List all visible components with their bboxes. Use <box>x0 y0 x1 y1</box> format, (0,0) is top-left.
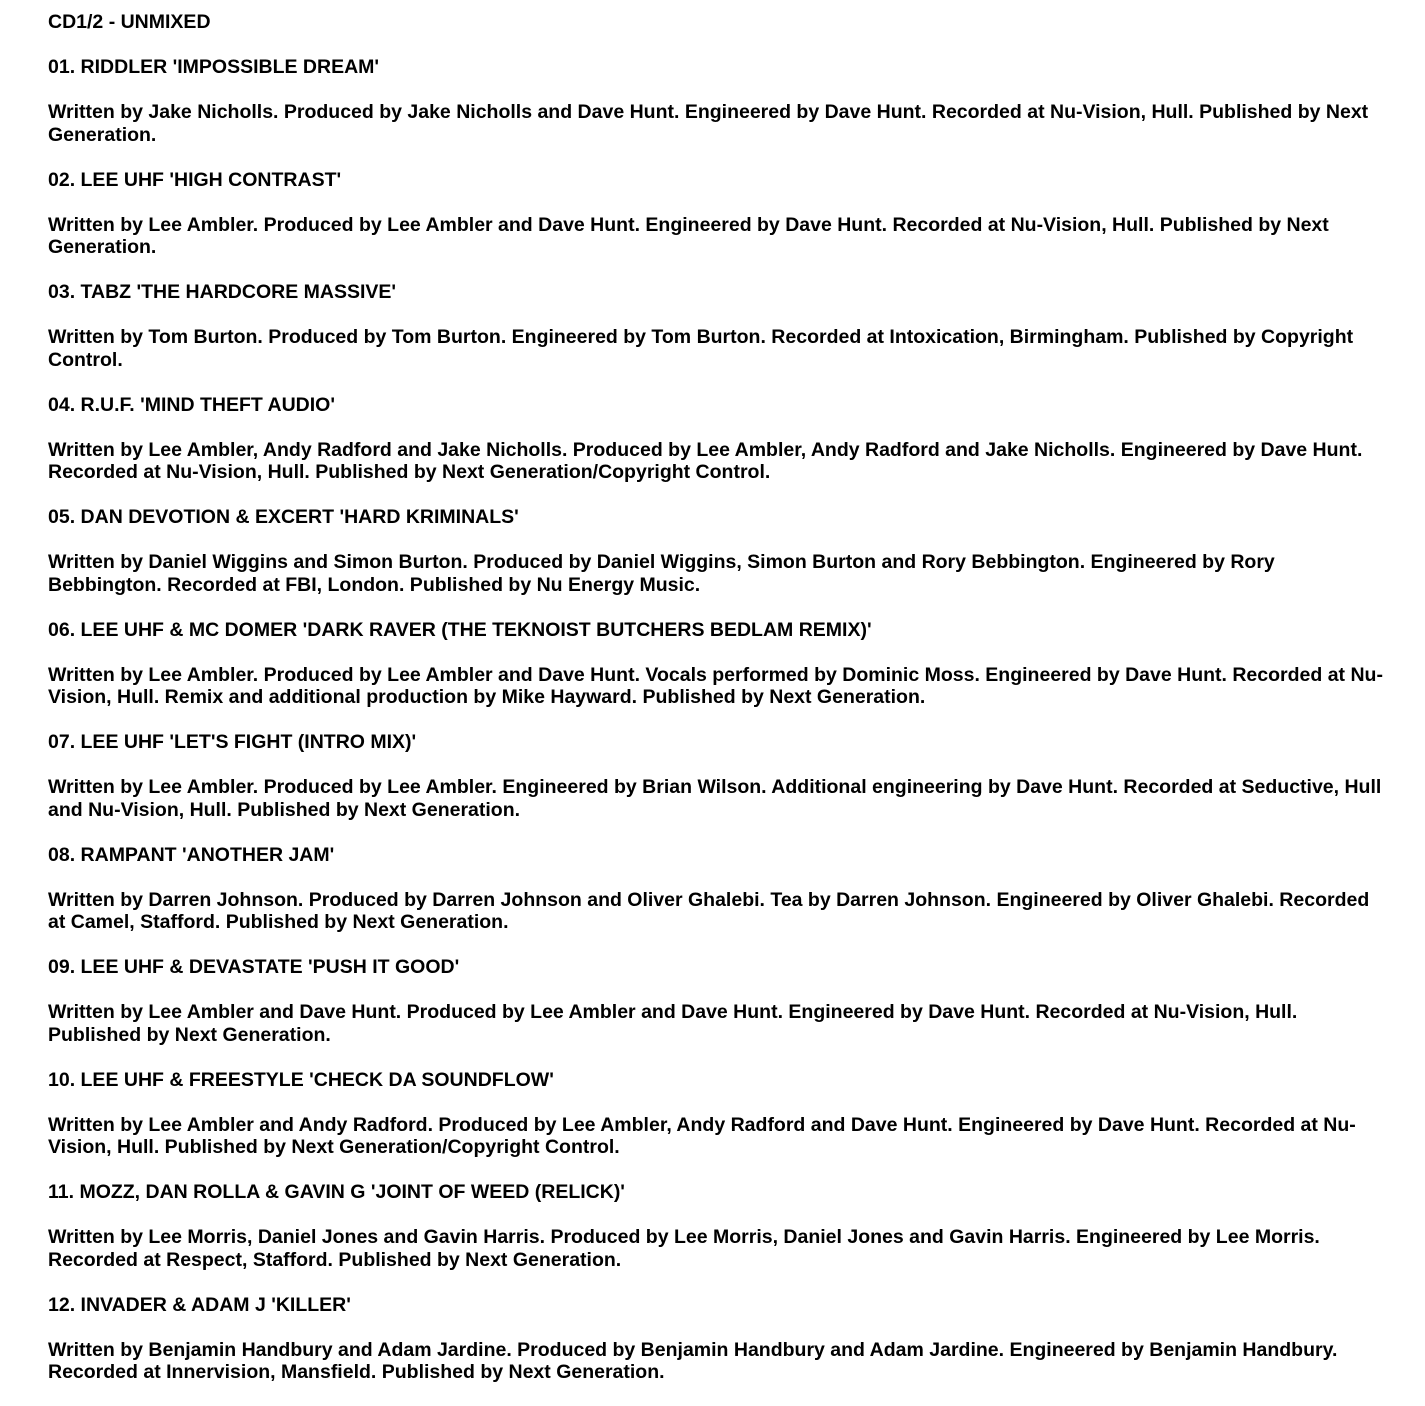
track-credits: Written by Lee Ambler. Produced by Lee Ambler and Dave Hunt. Vocals performed by Dominic Moss. Engineered by Dave Hunt. Recorded at Nu-Vision, Hull. Remix and additional production by Mike Hayward. Published by Next Generation. <box>48 663 1383 708</box>
track-04 <box>48 394 1408 484</box>
document-body <box>48 11 1408 1406</box>
track-credits: Written by Jake Nicholls. Produced by Jake Nicholls and Dave Hunt. Engineered by Dave Hunt. Recorded at Nu-Vision, Hull. Published by Next Generation. <box>48 101 1369 146</box>
track-title: 04. R.U.F. 'MIND THEFT AUDIO' <box>48 393 335 416</box>
track-12 <box>48 1294 1408 1384</box>
track-06 <box>48 619 1408 709</box>
track-credits: Written by Lee Ambler. Produced by Lee Ambler. Engineered by Brian Wilson. Additional engineering by Dave Hunt. Recorded at Seductive, Hull and Nu-Vision, Hull. Published by Next Generation. <box>48 776 1382 821</box>
track-11 <box>48 1181 1408 1271</box>
track-title: 10. LEE UHF & FREESTYLE 'CHECK DA SOUNDFLOW' <box>48 1068 554 1091</box>
track-credits: Written by Lee Ambler and Dave Hunt. Produced by Lee Ambler and Dave Hunt. Engineered by Dave Hunt. Recorded at Nu-Vision, Hull. Published by Next Generation. <box>48 1001 1298 1046</box>
track-02 <box>48 169 1408 259</box>
track-credits: Written by Benjamin Handbury and Adam Jardine. Produced by Benjamin Handbury and Adam Jardine. Engineered by Benjamin Handbury. Recorded at Innervision, Mansfield. Published by Next Generation. <box>48 1338 1338 1383</box>
track-credits: Written by Tom Burton. Produced by Tom Burton. Engineered by Tom Burton. Recorded at Intoxication, Birmingham. Published by Copyright Control. <box>48 326 1354 371</box>
track-credits: Written by Daniel Wiggins and Simon Burton. Produced by Daniel Wiggins, Simon Burton and Rory Bebbington. Engineered by Rory Bebbington. Recorded at FBI, London. Published by Nu Energy Music. <box>48 551 1275 596</box>
track-10 <box>48 1069 1408 1159</box>
track-credits: Written by Lee Ambler. Produced by Lee Ambler and Dave Hunt. Engineered by Dave Hunt. Recorded at Nu-Vision, Hull. Published by Next Generation. <box>48 213 1329 258</box>
track-08 <box>48 844 1408 934</box>
track-05 <box>48 506 1408 596</box>
track-title: 11. MOZZ, DAN ROLLA & GAVIN G 'JOINT OF WEED (RELICK)' <box>48 1181 625 1203</box>
track-03 <box>48 281 1408 371</box>
track-title: 03. TABZ 'THE HARDCORE MASSIVE' <box>48 281 397 303</box>
track-07 <box>48 731 1408 821</box>
track-09 <box>48 956 1408 1046</box>
track-credits: Written by Lee Morris, Daniel Jones and Gavin Harris. Produced by Lee Morris, Daniel Jones and Gavin Harris. Engineered by Lee Morris. Recorded at Respect, Stafford. Published by Next Generation. <box>48 1226 1320 1271</box>
track-credits: Written by Lee Ambler and Andy Radford. Produced by Lee Ambler, Andy Radford and Dave Hunt. Engineered by Dave Hunt. Recorded at Nu-Vision, Hull. Published by Next Generation/Copyright Control. <box>48 1113 1356 1158</box>
track-title: 09. LEE UHF & DEVASTATE 'PUSH IT GOOD' <box>48 956 460 978</box>
track-title: 05. DAN DEVOTION & EXCERT 'HARD KRIMINALS' <box>48 506 519 528</box>
track-title: 08. RAMPANT 'ANOTHER JAM' <box>48 843 335 866</box>
track-title: 06. LEE UHF & MC DOMER 'DARK RAVER (THE TEKNOIST BUTCHERS BEDLAM REMIX)' <box>48 618 872 641</box>
track-01 <box>48 56 1408 146</box>
track-credits: Written by Darren Johnson. Produced by Darren Johnson and Oliver Ghalebi. Tea by Darren Johnson. Engineered by Oliver Ghalebi. Recorded at Camel, Stafford. Published by Next Generation. <box>48 888 1370 933</box>
track-title: 01. RIDDLER 'IMPOSSIBLE DREAM' <box>48 56 380 78</box>
page-title: CD1/2 - UNMIXED <box>48 11 211 33</box>
track-title: 07. LEE UHF 'LET'S FIGHT (INTRO MIX)' <box>48 731 417 753</box>
track-list <box>48 56 1408 1384</box>
track-credits: Written by Lee Ambler, Andy Radford and Jake Nicholls. Produced by Lee Ambler, Andy Radford and Jake Nicholls. Engineered by Dave Hunt. Recorded at Nu-Vision, Hull. Published by Next Generation/Copyright Control. <box>48 438 1363 483</box>
track-title: 02. LEE UHF 'HIGH CONTRAST' <box>48 168 342 191</box>
track-title: 12. INVADER & ADAM J 'KILLER' <box>48 1293 351 1316</box>
